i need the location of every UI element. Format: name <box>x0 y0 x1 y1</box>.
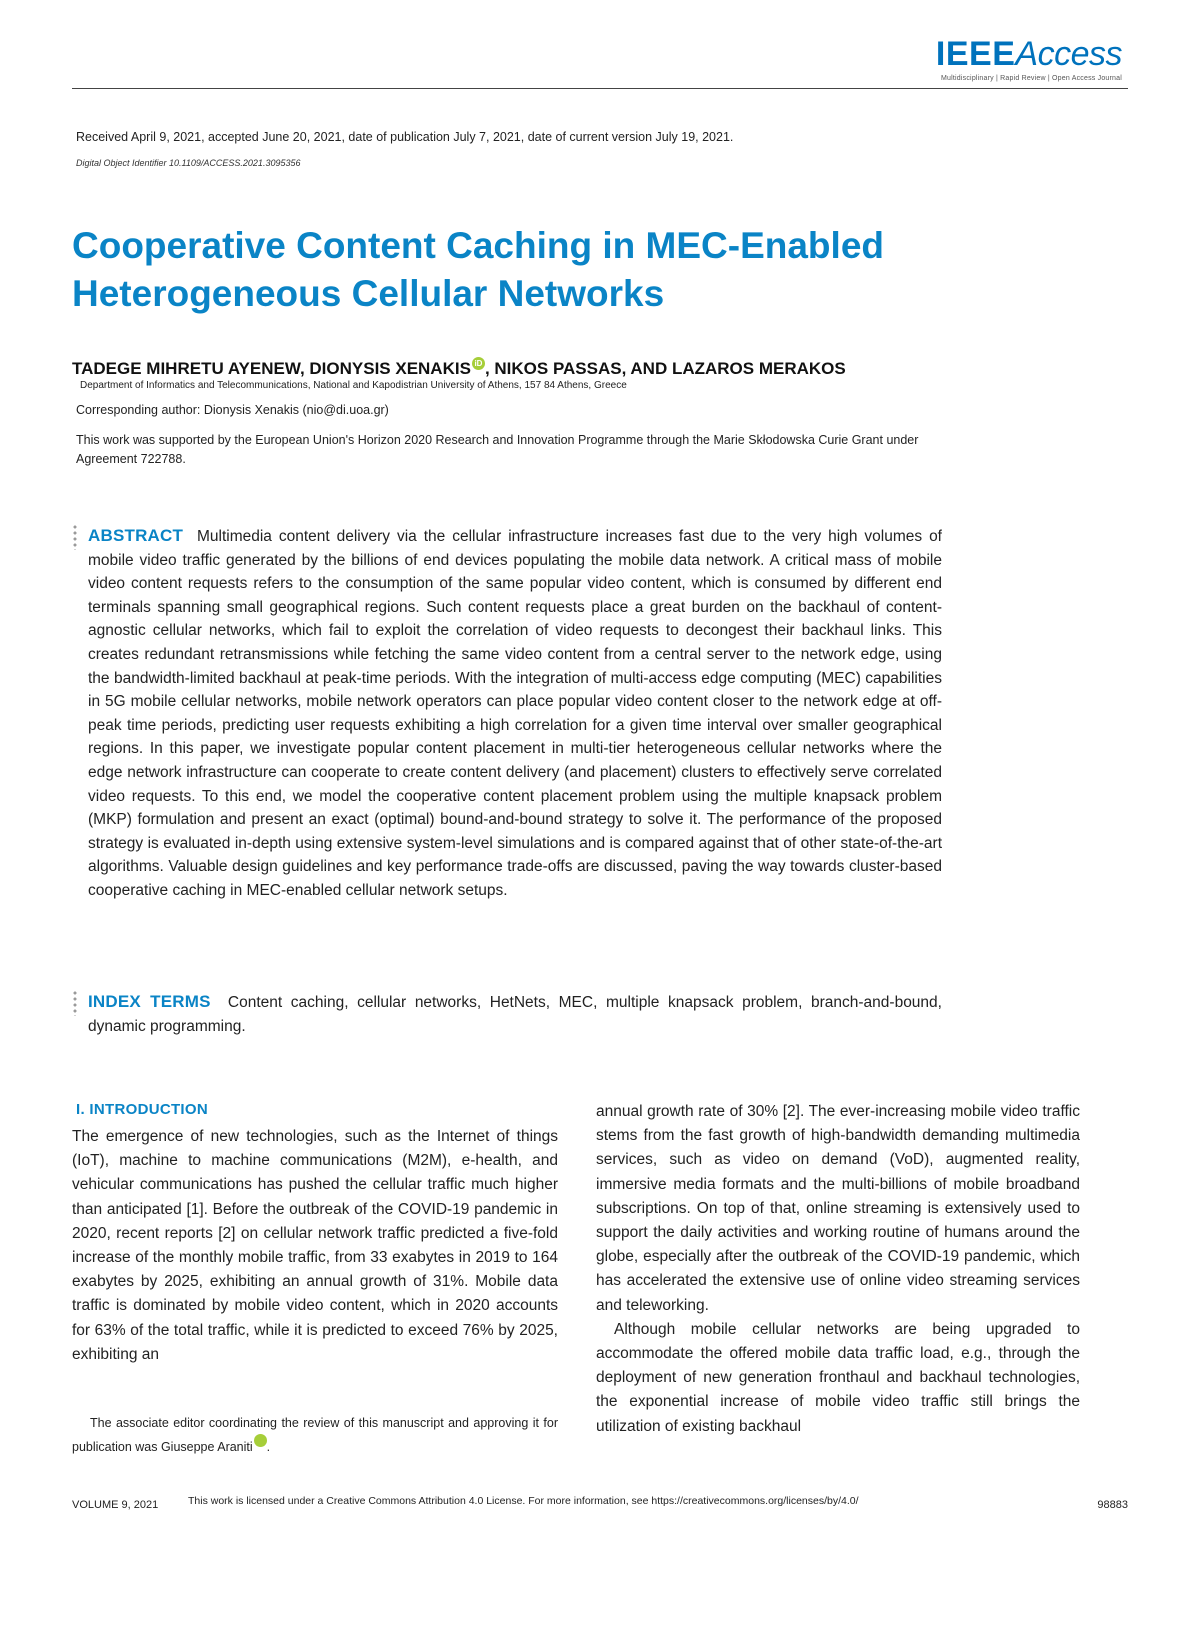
intro-paragraph: The emergence of new technologies, such as the Internet of things (IoT), machine to machine communications (M2M), e-health, and vehicular communications has pushed the cellular traffic much higher than anticipated [1]. Before the outbreak of the COVID-19 pandemic in 2020, recent reports [2] on cellular network traffic predicted a five-fold increase of the monthly mobile traffic, from 33 exabytes in 2019 to 164 exabytes by 2025, exhibiting an annual growth of 31%. Mobile data traffic is dominated by mobile video content, which in 2020 accounts for 63% of the total traffic, while it is predicted to exceed 76% by 2025, exhibiting an <box>72 1128 558 1363</box>
orcid-icon[interactable]: iD <box>472 357 485 370</box>
page-footer <box>72 1495 1128 1515</box>
page-number: 98883 <box>1097 1499 1128 1511</box>
abstract-label: ABSTRACT <box>88 526 184 545</box>
paper-title: Cooperative Content Caching in MEC-Enabled Heterogeneous Cellular Networks <box>72 225 884 314</box>
index-terms-label: INDEX TERMS <box>88 992 211 1011</box>
intro-right-column <box>596 1100 1080 1439</box>
index-terms-marker-icon <box>72 990 78 1016</box>
received-dates: Received April 9, 2021, accepted June 20, 2021, date of publication July 7, 2021, date of current version July 19, 2021. <box>76 130 734 144</box>
license-notice[interactable]: This work is licensed under a Creative Commons Attribution 4.0 License. For more information, see https://creativecommons.org/licenses/by/4.0/ <box>188 1495 859 1507</box>
footnote-text: The associate editor coordinating the review of this manuscript and approving it for publication was Giuseppe Araniti <box>72 1416 558 1454</box>
abstract <box>88 524 942 903</box>
logo-ieee: IEEE <box>935 35 1016 73</box>
section-heading-introduction: I. INTRODUCTION <box>76 1101 208 1118</box>
abstract-marker-icon <box>72 524 78 550</box>
authors-first: TADEGE MIHRETU AYENEW, DIONYSIS XENAKIS <box>72 359 471 378</box>
ieee-access-logo <box>936 36 1122 82</box>
funding-statement: This work was supported by the European Union's Horizon 2020 Research and Innovation Programme through the Marie Skłodowska Curie Grant under Agreement 722788. <box>76 433 919 466</box>
index-terms-text: Content caching, cellular networks, HetNets, MEC, multiple knapsack problem, branch-and-bound, dynamic programming. <box>88 994 942 1035</box>
logo-wordmark <box>936 36 1122 72</box>
author-list <box>72 357 846 379</box>
intro-paragraph: Although mobile cellular networks are being upgraded to accommodate the offered mobile data traffic load, e.g., through the deployment of new generation fronthaul and backhaul technologies, the exponential increase of mobile video traffic still brings the utilization of existing backhaul <box>596 1320 1080 1435</box>
index-terms <box>88 990 942 1039</box>
logo-access: Access <box>1015 35 1122 73</box>
doi: Digital Object Identifier 10.1109/ACCESS.2021.3095356 <box>76 158 301 168</box>
corresponding-author: Corresponding author: Dionysis Xenakis (nio@di.uoa.gr) <box>76 403 389 417</box>
logo-tagline: Multidisciplinary | Rapid Review | Open Access Journal <box>941 75 1122 82</box>
intro-paragraph: annual growth rate of 30% [2]. The ever-increasing mobile video traffic stems from the fast growth of high-bandwidth demanding multimedia services, such as video on demand (VoD), augmented reality, immersive media formats and the multi-billions of mobile broadband subscriptions. On top of that, online streaming is extensively used to support the daily activities and working routine of humans around the globe, especially after the outbreak of the COVID-19 pandemic, which has accelerated the extensive use of online video streaming services and teleworking. <box>596 1103 1080 1314</box>
header-divider <box>72 88 1128 89</box>
editor-footnote: The associate editor coordinating the review of this manuscript and approving it for publication was Giuseppe Araniti iD. <box>72 1416 558 1454</box>
intro-left-column <box>72 1125 558 1367</box>
authors-rest: , NIKOS PASSAS, AND LAZAROS MERAKOS <box>484 359 846 378</box>
abstract-text: Multimedia content delivery via the cellular infrastructure increases fast due to the very high volumes of mobile video traffic generated by the billions of end devices populating the mobile data network. A critical mass of mobile video content requests refers to the consumption of the same popular video content, which is consumed by different end terminals spanning small geographical regions. Such content requests place a great burden on the backhaul of content-agnostic cellular networks, which fail to exploit the correlation of video requests to decongest their backhaul links. This creates redundant retransmissions while fetching the same video content from a central server to the network edge, using the bandwidth-limited backhaul at peak-time periods. With the integration of multi-access edge computing (MEC) capabilities in 5G mobile cellular networks, mobile network operators can place popular video content closer to the network edge at off-peak time periods, predicting user requests exhibiting a high correlation for a given time interval over smaller geographical regions. In this paper, we investigate popular content placement in multi-tier heterogeneous cellular networks where the edge network infrastructure can cooperate to create content delivery (and placement) clusters to effectively serve correlated video requests. To this end, we model the cooperative content placement problem using the multiple knapsack problem (MKP) formulation and present an exact (optimal) bound-and-bound strategy to solve it. The performance of the proposed strategy is evaluated in-depth using extensive system-level simulations and is compared against that of other state-of-the-art algorithms. Valuable design guidelines and key performance trade-offs are discussed, paving the way towards cluster-based cooperative caching in MEC-enabled cellular network setups. <box>88 528 942 899</box>
volume-label: VOLUME 9, 2021 <box>72 1499 159 1511</box>
orcid-icon[interactable]: iD <box>254 1434 267 1447</box>
affiliation: Department of Informatics and Telecommunications, National and Kapodistrian University of Athens, 157 84 Athens, Greece <box>80 380 627 391</box>
